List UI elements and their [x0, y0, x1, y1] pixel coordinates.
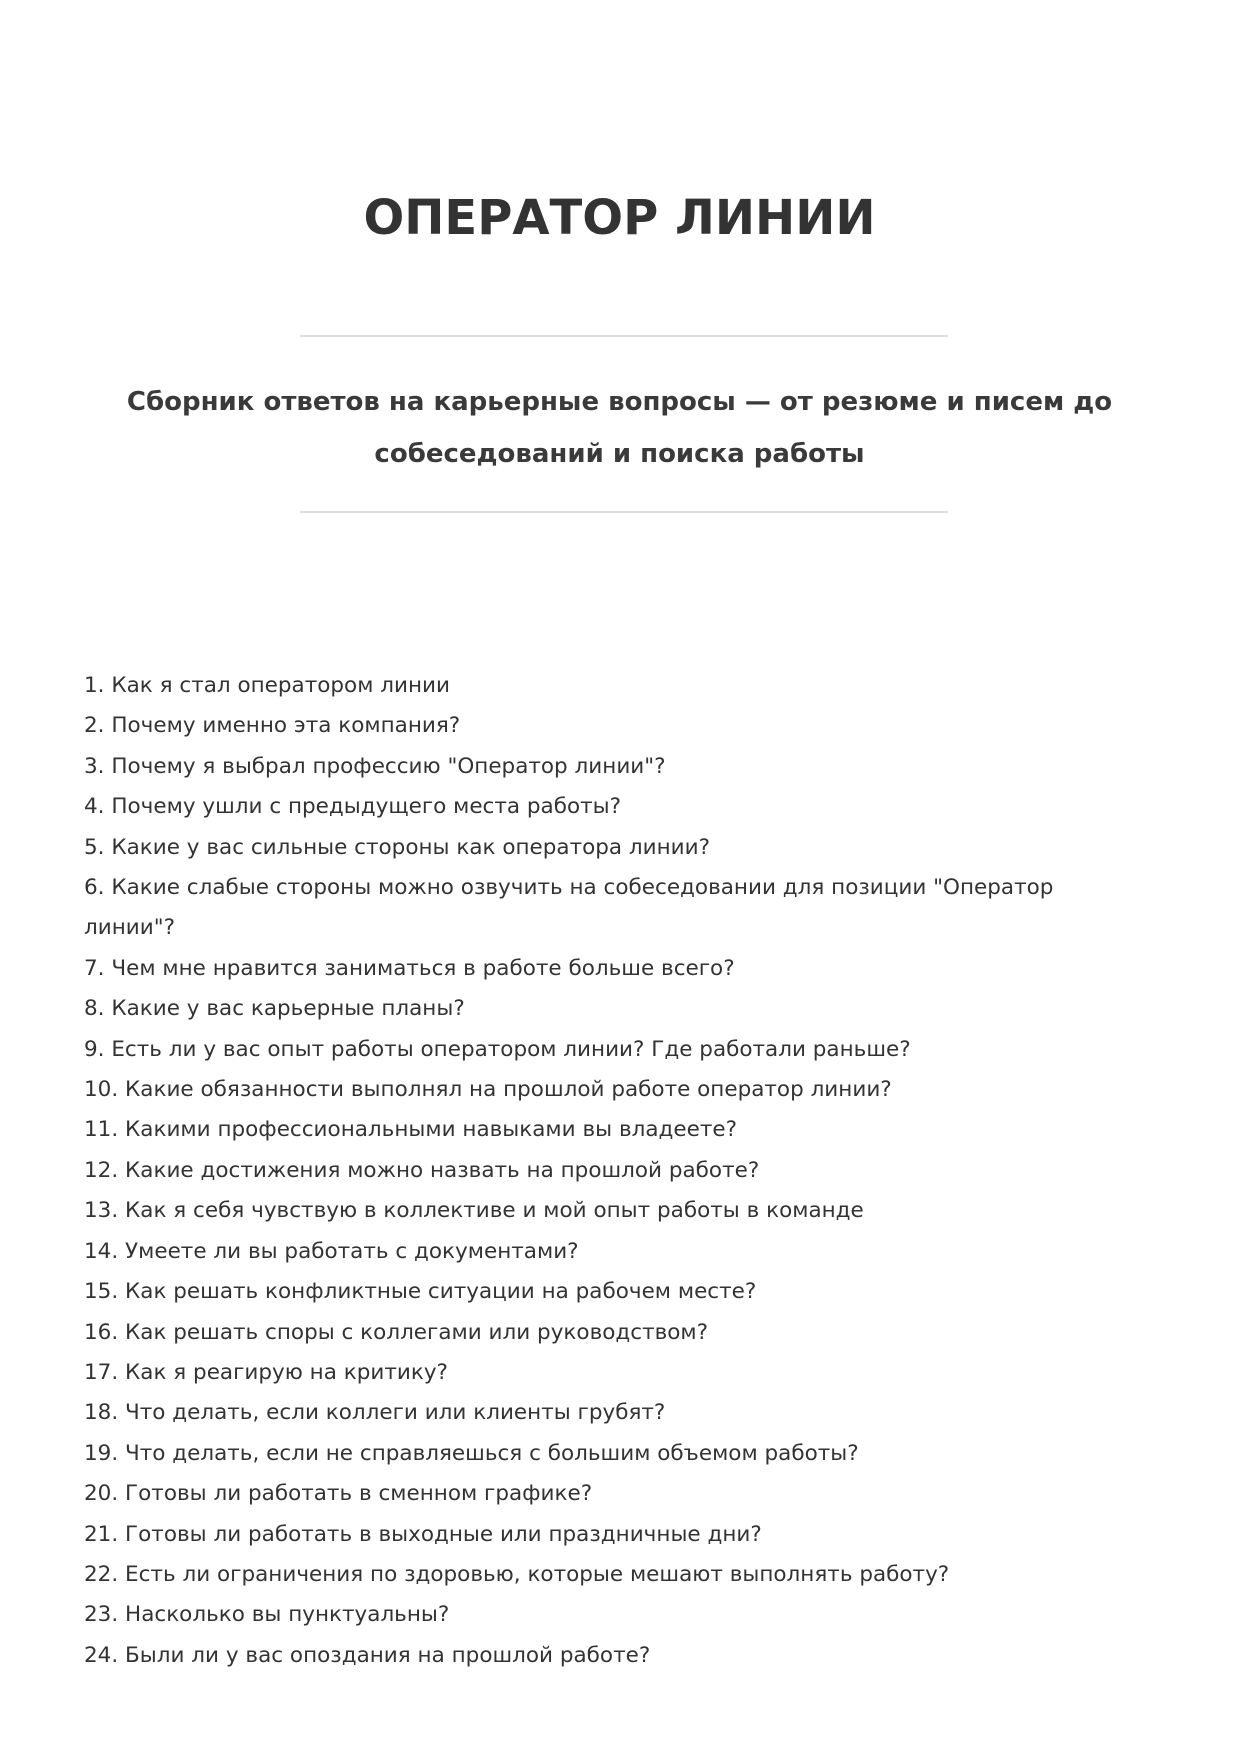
- divider-top: [300, 335, 948, 337]
- question-item: 23. Насколько вы пунктуальны?: [84, 1602, 450, 1628]
- question-item: 13. Как я себя чувствую в коллективе и мой опыт работы в команде: [84, 1198, 864, 1224]
- question-item: 1. Как я стал оператором линии: [84, 673, 450, 698]
- question-item: 9. Есть ли у вас опыт работы оператором линии? Где работали раньше?: [84, 1036, 911, 1062]
- subtitle: Сборник ответов на карьерные вопросы — от резюме и писем до собеседований и поиска работы: [126, 387, 1113, 469]
- question-item: 19. Что делать, если не справляешься с большим объемом работы?: [84, 1440, 859, 1466]
- question-item: 24. Были ли у вас опоздания на прошлой работе?: [84, 1642, 651, 1668]
- question-item: 20. Готовы ли работать в сменном графике?: [84, 1481, 593, 1507]
- question-item: 12. Какие достижения можно назвать на прошлой работе?: [84, 1157, 760, 1183]
- question-item: 18. Что делать, если коллеги или клиенты грубят?: [84, 1400, 666, 1426]
- question-item: 5. Какие у вас сильные стороны как оператора линии?: [84, 834, 711, 860]
- question-item: 10. Какие обязанности выполнял на прошлой работе оператор линии?: [84, 1077, 892, 1103]
- question-item: 16. Как решать споры с коллегами или руководством?: [84, 1319, 709, 1345]
- question-item: 15. Как решать конфликтные ситуации на рабочем месте?: [84, 1279, 757, 1305]
- page-title: ОПЕРАТОР ЛИНИИ: [363, 190, 876, 246]
- question-item: 6. Какие слабые стороны можно озвучить на собеседовании для позиции "Оператор линии"?: [84, 875, 1054, 941]
- question-item: 7. Чем мне нравится заниматься в работе больше всего?: [84, 955, 735, 981]
- question-item: 2. Почему именно эта компания?: [84, 713, 461, 739]
- divider-bottom: [300, 511, 948, 513]
- question-item: 17. Как я реагирую на критику?: [84, 1359, 448, 1385]
- question-item: 21. Готовы ли работать в выходные или праздничные дни?: [84, 1521, 762, 1547]
- questions-list: [84, 666, 1124, 1676]
- question-item: 22. Есть ли ограничения по здоровью, которые мешают выполнять работу?: [84, 1561, 950, 1587]
- question-item: 3. Почему я выбрал профессию "Оператор линии"?: [84, 753, 666, 779]
- question-item: 8. Какие у вас карьерные планы?: [84, 996, 465, 1022]
- question-item: 4. Почему ушли с предыдущего места работы?: [84, 794, 622, 820]
- question-item: 14. Умеете ли вы работать с документами?: [84, 1238, 579, 1264]
- question-item: 11. Какими профессиональными навыками вы владеете?: [84, 1117, 738, 1143]
